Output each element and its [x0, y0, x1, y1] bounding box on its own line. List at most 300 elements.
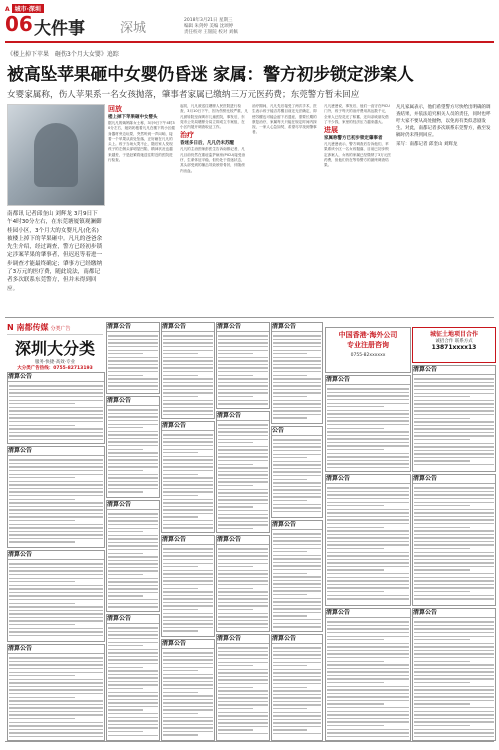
- text-line: [108, 585, 158, 586]
- text-line: [9, 428, 103, 429]
- text-line: [108, 416, 158, 417]
- text-line: [414, 403, 494, 404]
- text-line: [9, 506, 103, 507]
- text-line: [163, 573, 213, 574]
- text-line: [163, 706, 213, 707]
- text-line: [218, 382, 268, 383]
- text-line: [108, 574, 143, 575]
- text-line: [218, 580, 268, 581]
- text-line: [108, 706, 158, 707]
- text-line: [9, 606, 103, 607]
- text-line: [327, 509, 409, 510]
- text-line: [327, 671, 409, 672]
- text-line: [108, 517, 158, 518]
- subsection-heading: 家属称警方已初步锁定肇事者: [324, 136, 383, 142]
- text-line: [414, 548, 470, 549]
- column-body: 起初，凡凡被送往塘厦人民医院进行检查，3月10日下午，因为伤势比较严重，凡凡被转院至深圳市儿童医院，事发后，东莞市公安局塘厦分局立即成立专案组，在小区内展开调查取证工作。: [180, 104, 248, 130]
- text-line: [273, 507, 321, 508]
- text-line: [273, 371, 321, 372]
- text-line: [108, 389, 158, 390]
- text-line: [327, 516, 409, 517]
- classified-ad-body: [162, 332, 214, 418]
- text-line: [218, 704, 268, 705]
- text-line: [327, 534, 409, 535]
- text-line: [108, 642, 158, 643]
- column-body: 据凡凡的姨妈陈女士称，3月9日下午4时30分左右，她奶奶抱着凡凡在楼下的小区健身器材旁边玩耍，突然听到一声闷响，接着一个苹果从高处坠落，正好砸在凡凡的头上。孩子当场大哭不止，随后家人发现孩子的左侧头部明显凹陷，精神状况也越来越差，于是赶紧将她送往附近的医院进行检查。: [108, 121, 175, 163]
- text-line: [108, 520, 158, 521]
- text-line: [108, 488, 158, 489]
- text-line: [9, 613, 103, 614]
- text-line: [9, 531, 103, 532]
- text-line: [218, 683, 268, 684]
- text-line: [108, 375, 143, 376]
- text-line: [414, 714, 494, 715]
- text-line: [108, 692, 158, 693]
- text-line: [414, 544, 494, 545]
- text-line: [108, 667, 143, 668]
- text-line: [327, 498, 409, 499]
- classified-ad-body: [8, 382, 104, 443]
- text-line: [414, 569, 470, 570]
- text-line: [327, 395, 409, 396]
- classified-ad: [216, 535, 270, 632]
- text-line: [327, 449, 384, 450]
- text-line: [327, 725, 384, 726]
- text-line: [414, 725, 470, 726]
- text-line: [414, 509, 494, 510]
- text-line: [414, 678, 494, 679]
- text-line: [327, 598, 409, 599]
- text-line: [218, 492, 268, 493]
- text-line: [108, 677, 158, 678]
- text-line: [327, 736, 409, 737]
- text-line: [273, 729, 307, 730]
- text-line: [108, 713, 158, 714]
- text-line: [108, 346, 158, 347]
- text-line: [414, 541, 494, 542]
- text-line: [273, 479, 307, 480]
- text-line: [163, 445, 213, 446]
- text-line: [9, 491, 103, 492]
- text-line: [273, 555, 321, 556]
- text-line: [327, 580, 409, 581]
- classified-hotline: 大分类广告热线：0755-82713193: [17, 366, 93, 371]
- text-line: [9, 484, 103, 485]
- column-body: 凡凡家属表示，他们希望警方尽快给出明确的调查结果，并依法追究相关人员的责任，同时也呼吁大家不要从高处抛物，以免再有类似悲剧发生。对此，南都记者多次联系东莞警方，截至发稿时仍未得到回应。: [396, 105, 491, 138]
- text-line: [218, 602, 268, 603]
- text-line: [163, 441, 213, 442]
- text-line: [9, 599, 103, 600]
- text-line: [163, 595, 213, 596]
- text-line: [108, 727, 158, 728]
- text-line: [273, 654, 321, 655]
- text-line: [163, 627, 213, 628]
- text-line: [273, 587, 321, 588]
- text-line: [327, 523, 409, 524]
- text-line: [163, 667, 213, 668]
- section-title: 大件事: [34, 19, 85, 39]
- text-line: [9, 631, 103, 632]
- classified-ad-body: [217, 421, 269, 533]
- text-line: [9, 714, 103, 715]
- classified-ad-title: 清算公告: [162, 536, 214, 545]
- text-line: [273, 403, 321, 404]
- text-line: [414, 628, 494, 629]
- text-line: [218, 623, 268, 624]
- header-rule: [5, 41, 494, 43]
- text-line: [163, 670, 198, 671]
- text-line: [218, 588, 253, 589]
- text-line: [218, 442, 253, 443]
- text-line: [273, 400, 321, 401]
- text-line: [9, 707, 103, 708]
- classified-ad-body: [107, 624, 159, 739]
- text-line: [9, 410, 103, 411]
- classified-ad: [412, 608, 496, 741]
- text-line: [9, 541, 75, 542]
- text-line: [327, 537, 409, 538]
- text-line: [108, 595, 143, 596]
- text-line: [414, 584, 494, 585]
- text-line: [163, 339, 213, 340]
- text-line: [273, 417, 307, 418]
- text-line: [327, 562, 409, 563]
- text-line: [163, 371, 213, 372]
- text-line: [108, 413, 158, 414]
- text-line: [163, 609, 198, 610]
- text-line: [273, 360, 321, 361]
- text-line: [163, 677, 213, 678]
- text-line: [327, 732, 409, 733]
- text-line: [414, 595, 494, 596]
- text-line: [327, 595, 409, 596]
- text-line: [108, 438, 158, 439]
- text-line: [327, 657, 409, 658]
- text-line: [273, 457, 307, 458]
- classified-ad-title: 清算公告: [8, 373, 104, 382]
- text-line: [414, 661, 470, 662]
- text-line: [108, 350, 158, 351]
- text-line: [163, 734, 198, 735]
- text-line: [9, 567, 103, 568]
- text-line: [218, 715, 268, 716]
- text-line: [414, 502, 494, 503]
- text-line: [9, 661, 103, 662]
- text-line: [108, 409, 158, 410]
- text-line: [327, 621, 409, 622]
- classified-ad: [106, 322, 160, 394]
- text-line: [108, 441, 158, 442]
- text-line: [273, 558, 321, 559]
- ad-title: 中国香港·海外公司: [338, 331, 398, 339]
- text-line: [9, 664, 103, 665]
- text-line: [414, 378, 494, 379]
- text-line: [163, 656, 213, 657]
- text-line: [163, 527, 213, 528]
- text-line: [414, 432, 494, 433]
- classified-ad-title: 清算公告: [326, 376, 410, 385]
- text-line: [108, 717, 158, 718]
- text-line: [273, 662, 321, 663]
- column-body: 治疗期间，凡凡先后接受了两次手术，医生表示孩子能否苏醒目前还无法确定，即使苏醒也可能会留下后遗症，需要长期的康复治疗，家属每天只能在规定时间内探视，一家人心急如焚，希望尽早找到肇事者。: [252, 104, 317, 135]
- text-line: [273, 626, 321, 627]
- text-line: [163, 389, 213, 390]
- classified-ad-body: [217, 332, 269, 408]
- text-line: [163, 727, 213, 728]
- text-line: [218, 485, 253, 486]
- text-line: [414, 407, 494, 408]
- text-line: [273, 540, 321, 541]
- text-line: [414, 439, 470, 440]
- text-line: [414, 573, 494, 574]
- text-line: [108, 342, 158, 343]
- text-line: [218, 367, 268, 368]
- text-line: [9, 392, 103, 393]
- classified-ad-title: 清算公告: [217, 323, 269, 332]
- text-line: [218, 566, 253, 567]
- classified-ad-title: 清算公告: [8, 551, 104, 560]
- text-line: [273, 733, 321, 734]
- text-line: [108, 463, 158, 464]
- text-line: [273, 443, 321, 444]
- text-line: [414, 435, 494, 436]
- text-line: [327, 527, 384, 528]
- text-line: [9, 502, 103, 503]
- text-line: [273, 619, 321, 620]
- text-line: [414, 389, 494, 390]
- text-line: [414, 732, 494, 733]
- text-line: [218, 346, 268, 347]
- text-line: [273, 496, 321, 497]
- text-line: [9, 470, 103, 471]
- text-line: [327, 639, 384, 640]
- text-line: [414, 393, 494, 394]
- section-heading-replay: 回放: [108, 105, 122, 113]
- text-line: [414, 598, 494, 599]
- text-line: [163, 699, 213, 700]
- text-line: [218, 669, 268, 670]
- text-line: [163, 364, 213, 365]
- text-line: [108, 538, 158, 539]
- text-line: [273, 396, 307, 397]
- text-line: [9, 672, 103, 673]
- text-line: [9, 414, 103, 415]
- subsection-heading: 楼上掉下苹果砸中女婴头: [108, 115, 158, 120]
- text-line: [9, 689, 103, 690]
- text-line: [273, 658, 321, 659]
- text-line: [327, 460, 409, 461]
- text-line: [9, 385, 103, 386]
- text-line: [218, 389, 268, 390]
- text-line: [414, 707, 494, 708]
- text-line: [108, 524, 158, 525]
- text-line: [163, 684, 213, 685]
- text-line: [108, 645, 143, 646]
- text-line: [273, 594, 307, 595]
- text-line: [108, 481, 158, 482]
- text-line: [414, 450, 494, 451]
- text-line: [327, 435, 409, 436]
- text-line: [327, 703, 384, 704]
- text-line: [273, 504, 321, 505]
- text-line: [9, 682, 103, 683]
- text-line: [327, 502, 409, 503]
- text-line: [414, 527, 470, 528]
- text-line: [327, 707, 409, 708]
- text-line: [218, 449, 268, 450]
- text-line: [414, 400, 494, 401]
- text-line: [414, 700, 494, 701]
- text-line: [414, 494, 494, 495]
- classified-ad-title: 清算公告: [8, 645, 104, 654]
- text-line: [414, 453, 494, 454]
- text-line: [163, 407, 213, 408]
- text-line: [218, 460, 268, 461]
- text-line: [327, 555, 409, 556]
- text-line: [218, 665, 253, 666]
- text-line: [163, 616, 213, 617]
- text-line: [108, 659, 158, 660]
- text-line: [163, 659, 213, 660]
- text-line: [9, 657, 103, 658]
- text-line: [273, 407, 321, 408]
- text-line: [414, 689, 494, 690]
- text-line: [273, 708, 307, 709]
- text-line: [218, 570, 268, 571]
- reporter-credit: 采写：南都记者 邱奎山 刘辉龙: [396, 142, 458, 147]
- ads-logo-sub: 分类广告: [50, 326, 71, 332]
- text-line: [108, 670, 158, 671]
- text-line: [273, 715, 321, 716]
- text-line: [218, 400, 268, 401]
- text-line: [327, 714, 409, 715]
- classified-ad-body: [413, 375, 495, 469]
- text-line: [327, 428, 384, 429]
- text-line: [108, 542, 158, 543]
- text-line: [9, 439, 103, 440]
- text-line: [108, 567, 158, 568]
- text-line: [108, 656, 158, 657]
- text-line: [273, 350, 321, 351]
- ad-title: 城征土地项目合作: [429, 331, 478, 338]
- text-line: [108, 699, 158, 700]
- text-line: [273, 580, 321, 581]
- text-line: [108, 627, 158, 628]
- text-line: [218, 456, 268, 457]
- text-line: [273, 410, 321, 411]
- text-line: [218, 339, 268, 340]
- text-line: [414, 729, 494, 730]
- text-line: [414, 566, 494, 567]
- text-line: [218, 555, 268, 556]
- text-line: [218, 701, 268, 702]
- text-line: [163, 484, 213, 485]
- text-line: [108, 549, 158, 550]
- text-line: [327, 559, 409, 560]
- text-line: [9, 704, 103, 705]
- text-line: [9, 509, 103, 510]
- text-line: [218, 690, 268, 691]
- text-line: [163, 563, 213, 564]
- text-line: [108, 364, 158, 365]
- classified-ad-title: 清算公告: [413, 475, 495, 484]
- text-line: [163, 360, 213, 361]
- text-line: [273, 551, 307, 552]
- text-line: [218, 471, 268, 472]
- text-line: [163, 410, 213, 411]
- text-line: [218, 342, 268, 343]
- edition-label: 城市·深圳: [12, 4, 44, 13]
- text-line: [9, 693, 103, 694]
- text-line: [327, 577, 409, 578]
- text-line: [163, 350, 213, 351]
- text-line: [327, 442, 409, 443]
- text-line: [9, 729, 103, 730]
- text-line: [273, 679, 321, 680]
- text-line: [9, 732, 103, 733]
- text-line: [218, 428, 268, 429]
- text-line: [108, 681, 158, 682]
- text-line: [218, 697, 268, 698]
- text-line: [273, 601, 321, 602]
- text-line: [327, 573, 409, 574]
- article-lede: 南都讯 记者邱奎山 刘辉龙 3月9日下午4时30分左右，在东莞塘厦镇观澜御桂园小区，3个月大的女婴凡凡(化名)被楼上掉下的苹果砸中。凡凡的爸爸余先生介绍，经过调查，警方已经初步锁定涉案苹果的肇事者，但迟迟等着进一步调查才能最终确定；肇事方已经缴纳了3万元的医疗费，随此说法，南都记者多次联系东莞警方，但并未得到回应。: [7, 211, 103, 292]
- text-line: [163, 520, 213, 521]
- classified-ad-body: [413, 484, 495, 603]
- text-line: [414, 396, 470, 397]
- classified-ad-body: [8, 654, 104, 740]
- text-line: [327, 566, 409, 567]
- text-line: [9, 686, 103, 687]
- classified-ad: [325, 608, 411, 741]
- text-line: [327, 487, 409, 488]
- text-line: [218, 439, 268, 440]
- article-column-2: [180, 104, 248, 314]
- section-heading-progress: 进展: [324, 126, 338, 135]
- text-line: [9, 668, 103, 669]
- text-line: [273, 548, 321, 549]
- text-line: [9, 499, 75, 500]
- text-line: [9, 635, 103, 636]
- text-line: [218, 676, 268, 677]
- text-line: [218, 514, 268, 515]
- text-line: [273, 475, 321, 476]
- text-line: [9, 516, 103, 517]
- text-line: [218, 627, 268, 628]
- text-line: [108, 545, 158, 546]
- text-line: [218, 375, 253, 376]
- text-line: [163, 382, 213, 383]
- text-line: [327, 494, 409, 495]
- text-line: [163, 474, 198, 475]
- article-kicker: 《楼上掉下苹果 砸伤3个月大女婴》追踪: [7, 51, 119, 58]
- text-line: [414, 675, 494, 676]
- ad-phone: 13871xxxx13: [431, 344, 477, 351]
- text-line: [163, 524, 213, 525]
- text-line: [163, 555, 213, 556]
- classified-ad-title: 清算公告: [217, 536, 269, 545]
- text-line: [9, 722, 103, 723]
- text-line: [327, 519, 409, 520]
- text-line: [218, 350, 268, 351]
- text-line: [108, 638, 158, 639]
- text-line: [414, 498, 494, 499]
- text-line: [327, 668, 409, 669]
- text-line: [218, 510, 268, 511]
- article-photo: [7, 104, 105, 206]
- text-line: [9, 466, 103, 467]
- text-line: [163, 652, 213, 653]
